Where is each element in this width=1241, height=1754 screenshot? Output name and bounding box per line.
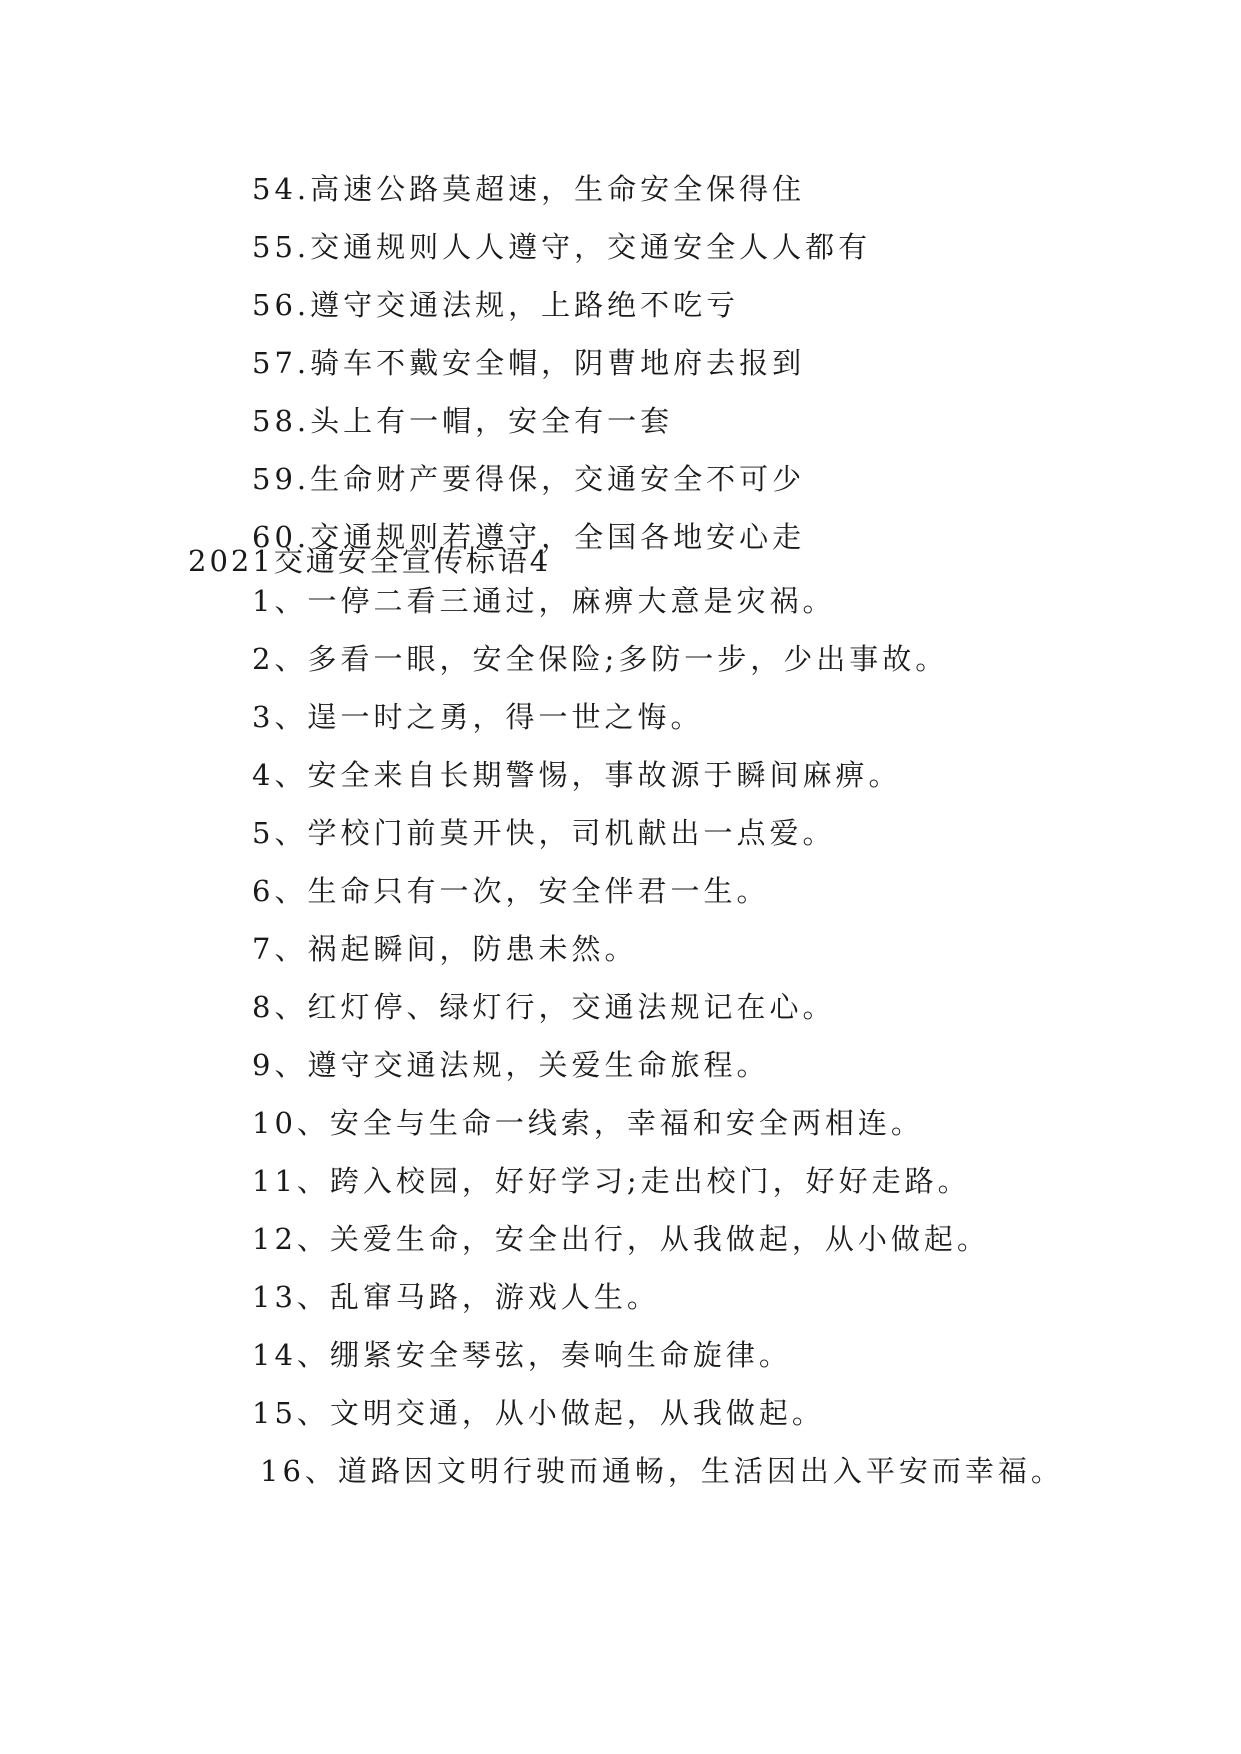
section-heading: 2021交通安全宣传标语4 (188, 544, 552, 578)
list-item: 13、乱窜马路，游戏人生。 (252, 1280, 660, 1314)
list-item: 15、文明交通，从小做起，从我做起。 (252, 1396, 825, 1430)
list-item: 16、道路因文明行驶而通畅，生活因出入平安而幸福。 (260, 1454, 1064, 1488)
slogan-list-part-2 (0, 572, 1241, 1500)
list-item: 55.交通规则人人遵守，交通安全人人都有 (252, 230, 872, 264)
list-item: 2、多看一眼，安全保险;多防一步，少出事故。 (252, 642, 949, 676)
slogan-list-part-1 (0, 160, 1241, 566)
list-item: 56.遵守交通法规，上路绝不吃亏 (252, 288, 740, 322)
list-item: 7、祸起瞬间，防患未然。 (252, 932, 638, 966)
list-item: 59.生命财产要得保，交通安全不可少 (252, 462, 806, 496)
list-item: 57.骑车不戴安全帽，阴曹地府去报到 (252, 346, 806, 380)
list-item: 10、安全与生命一线索，幸福和安全两相连。 (252, 1106, 924, 1140)
list-item: 1、一停二看三通过，麻痹大意是灾祸。 (252, 584, 836, 618)
list-item: 11、跨入校园，好好学习;走出校门，好好走路。 (252, 1164, 971, 1198)
list-item: 3、逞一时之勇，得一世之悔。 (252, 700, 704, 734)
list-item: 8、红灯停、绿灯行，交通法规记在心。 (252, 990, 836, 1024)
list-item: 9、遵守交通法规，关爱生命旅程。 (252, 1048, 770, 1082)
list-item: 54.高速公路莫超速，生命安全保得住 (252, 172, 806, 206)
list-item: 4、安全来自长期警惕，事故源于瞬间麻痹。 (252, 758, 902, 792)
list-item: 60.交通规则若遵守，全国各地安心走 (252, 520, 806, 554)
list-item: 14、绷紧安全琴弦，奏响生命旋律。 (252, 1338, 792, 1372)
list-item: 5、学校门前莫开快，司机献出一点爱。 (252, 816, 836, 850)
list-item: 58.头上有一帽，安全有一套 (252, 404, 674, 438)
list-item: 12、关爱生命，安全出行，从我做起，从小做起。 (252, 1222, 990, 1256)
list-item: 6、生命只有一次，安全伴君一生。 (252, 874, 770, 908)
